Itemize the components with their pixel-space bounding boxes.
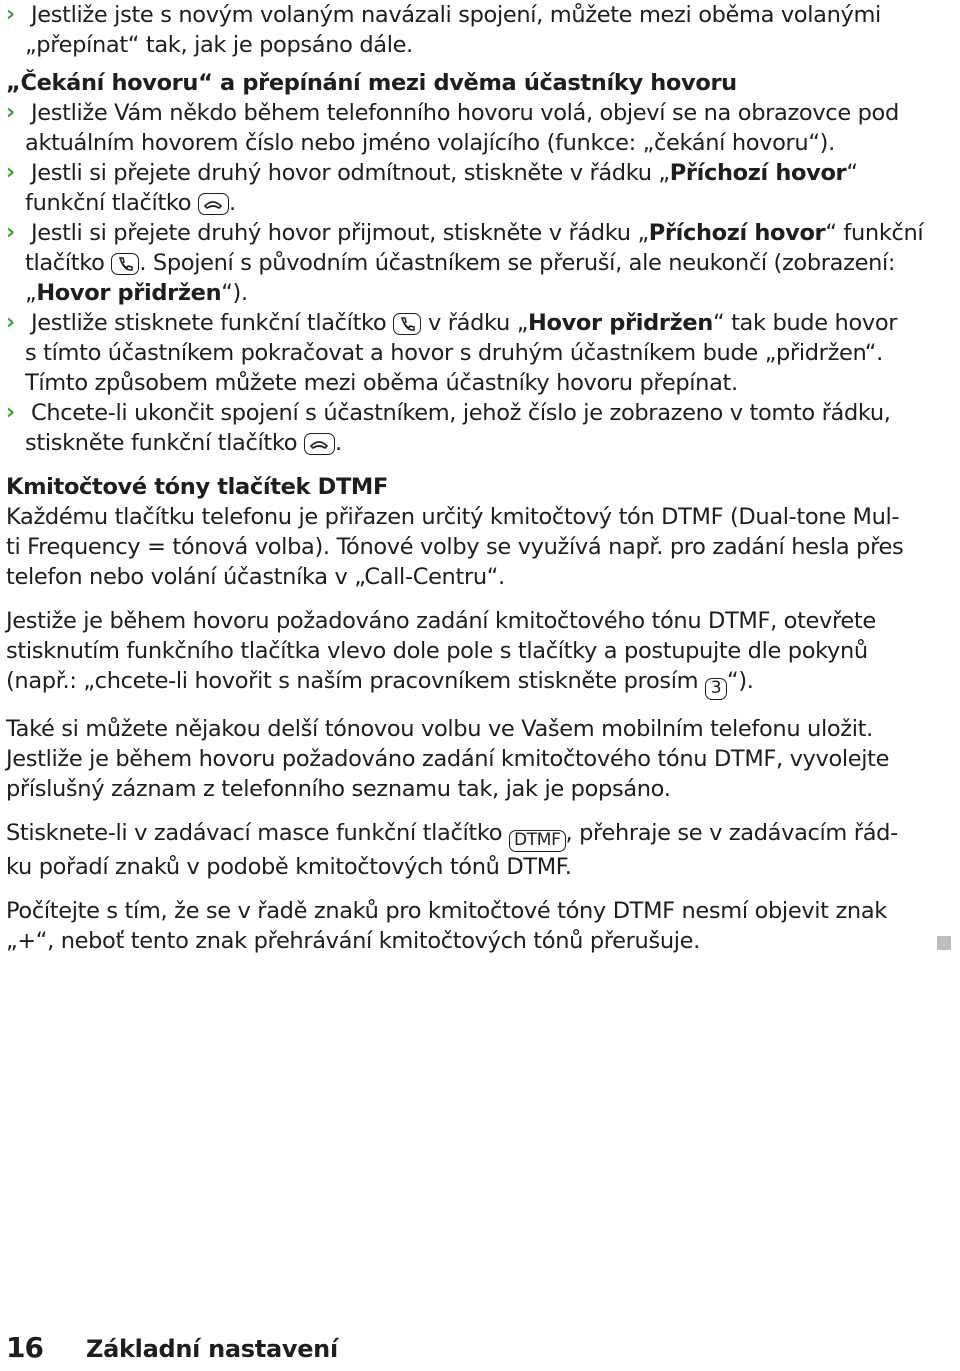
- waiting-b5-text: Chcete-li ukončit spojení s účastníkem, jehož číslo je zobrazeno v tomto řádku,: [31, 400, 891, 426]
- dtmf-heading: Kmitočtové tóny tlačítek DTMF: [6, 474, 388, 500]
- waiting-bullet-5: [6, 398, 936, 428]
- dtmf-p2-close: “).: [727, 668, 754, 694]
- waiting-b3-close: “).: [221, 280, 248, 306]
- dtmf-p5-l2: „+“, neboť tento znak přehrávání kmitočtových tónů přerušuje.: [6, 928, 700, 954]
- chevron-right-icon: ›: [6, 100, 15, 125]
- waiting-b3-bold2: Hovor přidržen: [36, 280, 222, 306]
- key-3: 3: [705, 678, 727, 700]
- dtmf-p3-l2: Jestliže je během hovoru požadováno zadání kmitočtového tónu DTMF, vyvolejte: [6, 746, 890, 772]
- waiting-b4-text: Jestliže stisknete funkční tlačítko: [31, 310, 387, 336]
- waiting-b5-text2: stiskněte funkční tlačítko: [25, 430, 298, 456]
- waiting-b4-line2: s tímto účastníkem pokračovat a hovor s druhým účastníkem bude „přidržen“.: [25, 340, 883, 366]
- section-end-marker: [937, 936, 951, 950]
- dtmf-p4-text: Stisknete-li v zadávací masce funkční tlačítko: [6, 820, 503, 846]
- waiting-b2-bold: Příchozí hovor: [669, 160, 847, 186]
- dtmf-p2-l2: stisknutím funkčního tlačítka vlevo dole pole s tlačítky a postupujte dle pokynů: [6, 638, 868, 664]
- chevron-right-icon: ›: [6, 220, 15, 245]
- dtmf-p3-l3: příslušný záznam z telefonního seznamu tak, jak je popsáno.: [6, 776, 671, 802]
- waiting-bullet-2: [6, 158, 936, 188]
- dtmf-p5-l1: Počítejte s tím, že se v řadě znaků pro kmitočtové tóny DTMF nesmí objevit znak: [6, 898, 887, 924]
- waiting-b3-line3: [6, 278, 936, 308]
- dtmf-p2-l3: [6, 666, 936, 700]
- waiting-b2-text: Jestli si přejete druhý hovor odmítnout, stiskněte v řádku „: [31, 160, 670, 186]
- hang-up-icon: [198, 193, 229, 215]
- dtmf-p3-l1: Také si můžete nějakou delší tónovou volbu ve Vašem mobilním telefonu uložit.: [6, 716, 873, 742]
- waiting-b3-text2: tlačítko: [25, 250, 105, 276]
- page-content: [6, 0, 936, 956]
- dtmf-p4-l2: ku pořadí znaků v podobě kmitočtových tónů DTMF.: [6, 854, 572, 880]
- hang-up-icon: [304, 433, 335, 455]
- waiting-b4-line3: Tímto způsobem můžete mezi oběma účastníky hovoru přepínat.: [25, 370, 738, 396]
- waiting-bullet-3: [6, 218, 936, 248]
- chevron-right-icon: ›: [6, 400, 15, 425]
- chevron-right-icon: ›: [6, 310, 15, 335]
- waiting-b3-tail: “ funkční: [825, 220, 924, 246]
- phone-handset-icon: [393, 313, 421, 335]
- phone-handset-icon: [111, 253, 139, 275]
- dtmf-p1-l3: telefon nebo volání účastníka v „Call-Centru“.: [6, 564, 505, 590]
- waiting-b3-bold: Příchozí hovor: [648, 220, 826, 246]
- waiting-b3-line2: [6, 248, 936, 278]
- waiting-b2-quote: “: [846, 160, 858, 186]
- chevron-right-icon: ›: [6, 160, 15, 185]
- chevron-right-icon: ›: [6, 2, 15, 27]
- waiting-b3-text3: . Spojení s původním účastníkem se přeruší, ale neukončí (zobrazení:: [139, 250, 896, 276]
- waiting-b1-line1: Jestliže Vám někdo během telefonního hovoru volá, objeví se na obrazovce pod: [31, 100, 899, 126]
- waiting-bullet-4: [6, 308, 936, 338]
- dtmf-p1-l1: Každému tlačítku telefonu je přiřazen určitý kmitočtový tón DTMF (Dual-tone Mul-: [6, 504, 900, 530]
- dtmf-p2-l1: Jestiže je během hovoru požadováno zadání kmitočtového tónu DTMF, otevřete: [6, 608, 876, 634]
- waiting-b2-period: .: [229, 190, 236, 216]
- dtmf-p4-l1: [6, 818, 936, 852]
- waiting-b2-text2: funkční tlačítko: [25, 190, 192, 216]
- dtmf-p2-text: (např.: „chcete-li hovořit s naším pracovníkem stiskněte prosím: [6, 668, 699, 694]
- waiting-b3-text: Jestli si přejete druhý hovor přijmout, stiskněte v řádku „: [31, 220, 649, 246]
- page-number: 16: [6, 1331, 43, 1364]
- section-title: Základní nastavení: [86, 1335, 338, 1363]
- dtmf-p4-tail: , přehraje se v zadávacím řád-: [565, 820, 898, 846]
- waiting-b4-text2: v řádku „: [427, 310, 529, 336]
- waiting-bullet-1: [6, 98, 936, 128]
- intro-text-1: Jestliže jste s novým volaným navázali spojení, můžete mezi oběma volanými: [31, 2, 881, 28]
- intro-text-2: „přepínat“ tak, jak je popsáno dále.: [25, 32, 413, 58]
- waiting-heading: „Čekání hovoru“ a přepínání mezi dvěma účastníky hovoru: [6, 70, 737, 96]
- waiting-b4-tail: “ tak bude hovor: [712, 310, 898, 336]
- dtmf-key: DTMF: [509, 830, 566, 852]
- intro-bullet: [6, 0, 936, 30]
- waiting-b3-open: „: [25, 280, 37, 306]
- dtmf-p1-l2: ti Frequency = tónová volba). Tónové volby se využívá např. pro zadání hesla přes: [6, 534, 904, 560]
- waiting-b5-line2: [6, 428, 936, 458]
- waiting-b4-bold: Hovor přidržen: [528, 310, 713, 336]
- waiting-b2-line2: [6, 188, 936, 218]
- waiting-b1-line2: aktuálním hovorem číslo nebo jméno volajícího (funkce: „čekání hovoru“).: [25, 130, 835, 156]
- waiting-b5-period: .: [335, 430, 342, 456]
